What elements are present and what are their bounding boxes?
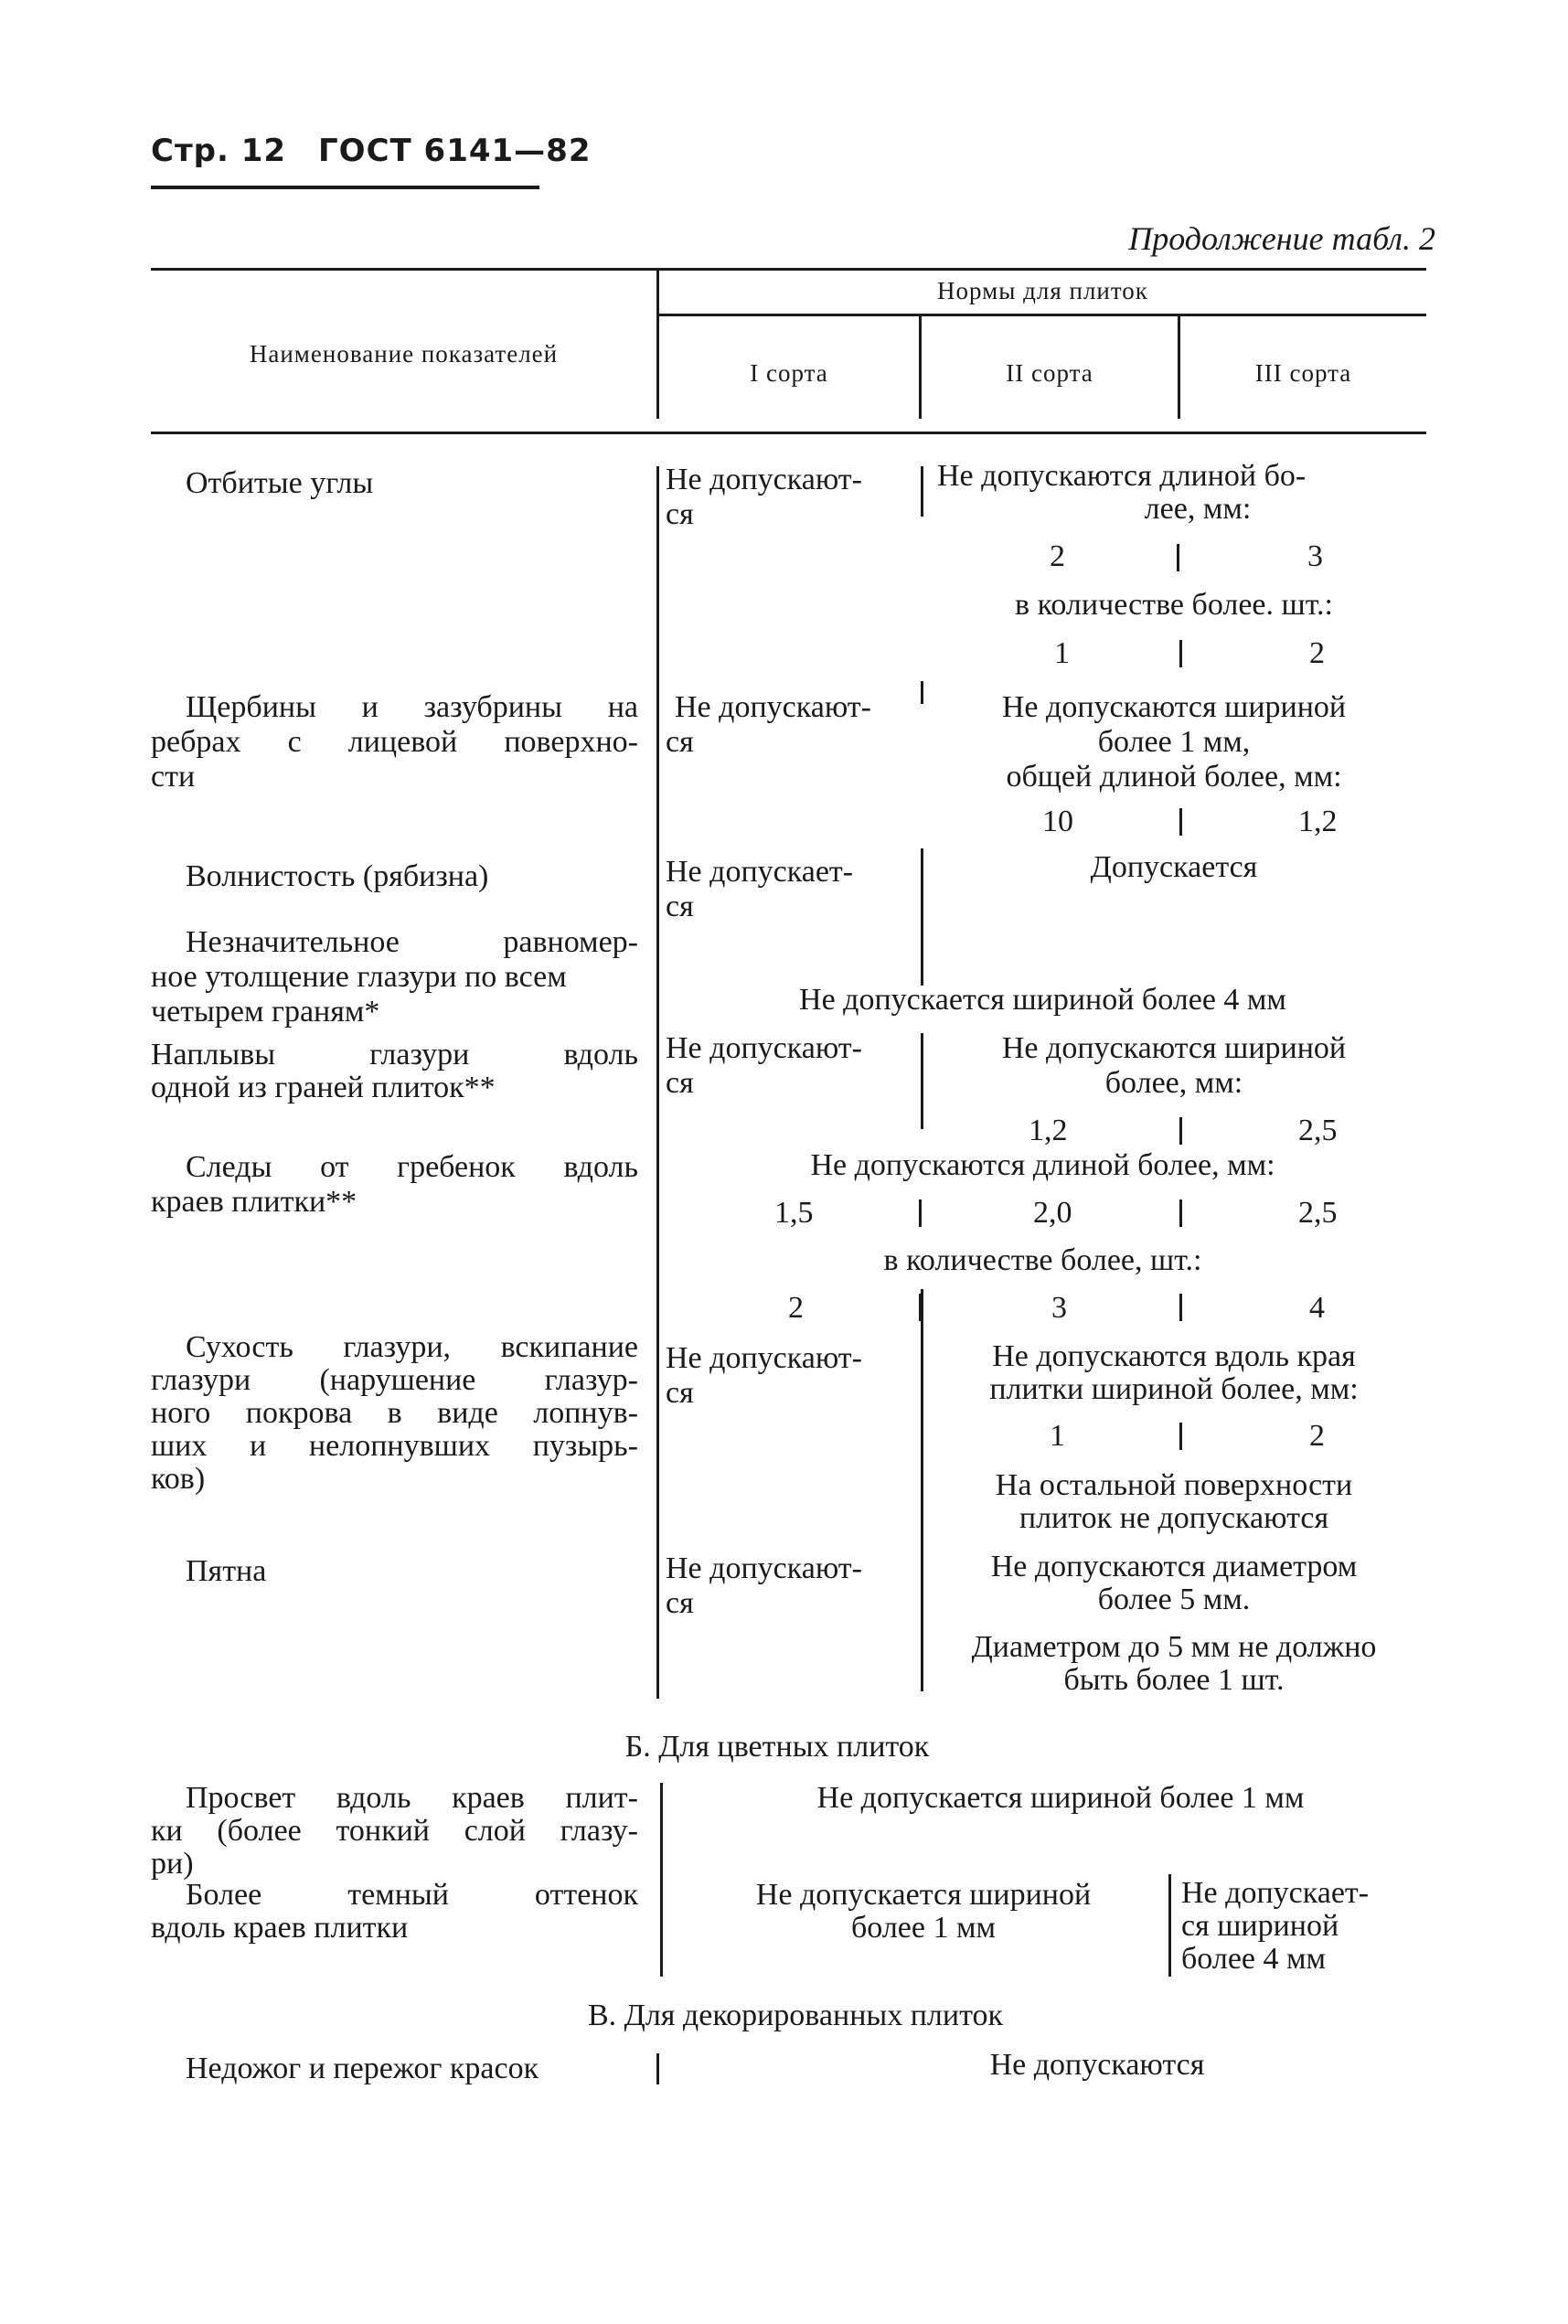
section-c-divider [656, 2053, 659, 2084]
row1-grade3-count: 2 [1309, 636, 1325, 670]
row6-grade2-value: 2,0 [1033, 1196, 1072, 1230]
row5-grade23-line2: более, мм: [1104, 1066, 1243, 1100]
row5-grade1-line1: Не допускают- [666, 1031, 862, 1065]
section-b-row2-label-line2: вдоль краев плитки [151, 1911, 409, 1945]
row5-grade23-line1: Не допускаются шириной [1001, 1031, 1347, 1065]
continuation-caption: Продолжение табл. 2 [1128, 220, 1435, 257]
row-label-dry-glaze-line4: ших и нелопнувших пузырь- [151, 1429, 638, 1463]
row6-count-divider-2 [1179, 1294, 1182, 1321]
section-b-row1-label-line3: ри) [151, 1847, 194, 1881]
row8-grade1-line1: Не допускают- [666, 1551, 862, 1585]
row2-grade3-value: 1,2 [1298, 805, 1338, 838]
row6-grade1-value: 1,5 [774, 1196, 814, 1230]
row6-value-divider-2 [1179, 1199, 1182, 1227]
row7-rest-line1: На остальной поверхности [995, 1468, 1353, 1502]
body-divider-main [656, 466, 659, 1699]
column-header-norms: Нормы для плиток [937, 277, 1148, 304]
section-b-row2-label-line1: Более темный оттенок [186, 1878, 638, 1912]
section-b-row1-label-line1: Просвет вдоль краев плит- [186, 1781, 638, 1815]
section-b-row1-label-line2: ки (более тонкий слой глазу- [151, 1814, 638, 1848]
row7-grade23-line1: Не допускаются вдоль края [992, 1339, 1356, 1373]
row-label-runs-line2: одной из граней плиток** [151, 1071, 496, 1104]
row-label-dry-glaze-line1: Сухость глазури, вскипание [186, 1330, 638, 1364]
row8-grade23b-line1: Диаметром до 5 мм не должно [971, 1630, 1377, 1664]
row-label-chips-line3: сти [151, 760, 196, 794]
row-label-chips-line2: ребрах с лицевой поверхно- [151, 725, 638, 759]
row1-grade1-line2: ся [666, 497, 694, 531]
row-label-comb-marks-line1: Следы от гребенок вдоль [186, 1150, 638, 1184]
row6-value-divider-1 [919, 1199, 922, 1227]
row1-grade2-value: 2 [1050, 539, 1065, 573]
row-label-dry-glaze-line3: ного покрова в виде лопнув- [151, 1396, 638, 1430]
row2-grade23-line3: общей длиной более, мм: [1006, 760, 1342, 794]
row3-grade23: Допускается [1090, 850, 1258, 884]
row8-grade23-line1: Не допускаются диаметром [990, 1550, 1358, 1583]
row6-all-grades: Не допускаются длиной более, мм: [810, 1148, 1275, 1182]
row-label-thickening-line3: четырем граням* [151, 995, 380, 1029]
row1-grade3-value: 3 [1307, 539, 1323, 573]
row1-grade1-line1: Не допускают- [666, 463, 862, 496]
row-label-comb-marks-line2: краев плитки** [151, 1185, 357, 1219]
row5-grade2-value: 1,2 [1029, 1114, 1068, 1147]
section-b-row2-grade3-line2: ся шириной [1181, 1909, 1339, 1943]
row7-value-divider [1179, 1423, 1182, 1450]
row2-grade1-line1: Не допускают- [675, 690, 871, 724]
row-label-thickening-line2: ное утолщение глазури по всем [151, 960, 567, 994]
grade-2-header: II сорта [1006, 359, 1093, 387]
row2-grade2-value: 10 [1042, 805, 1073, 838]
row-label-waviness: Волнистость (рябизна) [186, 859, 489, 893]
row2-grade23-line2: более 1 мм, [1097, 725, 1251, 759]
section-b-row2-grade12-line1: Не допускается шириной [755, 1878, 1092, 1912]
row3-grade1-line2: ся [666, 890, 694, 923]
row2-grade1-line2: ся [666, 725, 694, 759]
page-number: Стр. 12 [151, 133, 287, 169]
row3-grade1-line1: Не допускает- [666, 855, 854, 889]
header-rule [151, 186, 539, 189]
row1-grade2-count: 1 [1054, 636, 1070, 670]
body-divider-g1-a [921, 466, 923, 517]
section-b-row2-divider [1168, 1874, 1171, 1977]
row-label-dry-glaze-line5: ков) [151, 1462, 206, 1496]
row6-count-label: в количестве более, шт.: [883, 1243, 1202, 1277]
row6-grade3-count: 4 [1309, 1291, 1325, 1325]
row8-grade1-line2: ся [666, 1586, 694, 1620]
row-label-stains: Пятна [186, 1554, 267, 1588]
row4-all-grades: Не допускается шириной более 4 мм [799, 983, 1286, 1017]
section-b-row1-all: Не допускается шириной более 1 мм [816, 1781, 1305, 1815]
row6-grade3-value: 2,5 [1298, 1196, 1338, 1230]
grade-3-header: III сорта [1254, 359, 1352, 387]
row1-value-divider [1177, 544, 1179, 571]
head-bottom-rule [151, 432, 1426, 434]
row1-grade23-line2: лее, мм: [1144, 492, 1252, 526]
row-label-dry-glaze-line2: глазури (нарушение глазур- [151, 1363, 638, 1397]
row8-grade23-line2: более 5 мм. [1097, 1583, 1251, 1616]
section-c-title: В. Для декорированных плиток [587, 1999, 1004, 2032]
row7-grade2-value: 1 [1050, 1419, 1065, 1453]
row7-grade1-line2: ся [666, 1376, 694, 1410]
row7-grade3-value: 2 [1309, 1419, 1325, 1453]
section-b-divider [660, 1783, 663, 1977]
grade-1-header: I сорта [750, 359, 828, 387]
row-label-chipped-corners: Отбитые углы [186, 466, 374, 500]
section-c-row1-label: Недожог и пережог красок [186, 2052, 539, 2085]
row-label-runs-line1: Наплывы глазури вдоль [151, 1038, 638, 1071]
row8-grade23b-line2: быть более 1 шт. [1063, 1663, 1285, 1697]
section-c-row1-all: Не допускаются [989, 2048, 1205, 2082]
table-top-rule [151, 268, 1426, 271]
row6-grade1-count: 2 [788, 1291, 804, 1325]
section-b-row2-grade3-line1: Не допускает- [1181, 1876, 1370, 1910]
row7-grade23-line2: плитки шириной более, мм: [989, 1372, 1359, 1406]
row-label-thickening-line1: Незначительное равномер- [186, 925, 638, 959]
section-b-row2-grade3-line3: более 4 мм [1181, 1942, 1327, 1976]
row6-count-divider-1 [919, 1294, 922, 1321]
row-label-chips-line1: Щербины и зазубрины на [186, 690, 638, 724]
row7-grade1-line1: Не допускают- [666, 1341, 862, 1375]
row1-grade23-line1: Не допускаются длиной бо- [937, 459, 1307, 493]
row1-count-label: в количестве более. шт.: [1015, 588, 1333, 622]
row5-value-divider [1179, 1117, 1182, 1145]
section-b-title: Б. Для цветных плиток [624, 1730, 930, 1764]
row1-count-divider [1179, 640, 1182, 667]
row5-grade1-line2: ся [666, 1066, 694, 1100]
row5-grade3-value: 2,5 [1298, 1114, 1338, 1147]
row2-value-divider [1179, 808, 1182, 836]
column-header-indicator: Наименование показателей [249, 340, 559, 368]
section-b-row2-grade12-line2: более 1 мм [850, 1911, 997, 1945]
standard-number: ГОСТ 6141—82 [318, 133, 592, 169]
norms-rule [659, 314, 1426, 316]
row6-grade2-count: 3 [1051, 1291, 1067, 1325]
row7-rest-line2: плиток не допускаются [1019, 1501, 1329, 1535]
row2-grade23-line1: Не допускаются шириной [1001, 690, 1347, 724]
